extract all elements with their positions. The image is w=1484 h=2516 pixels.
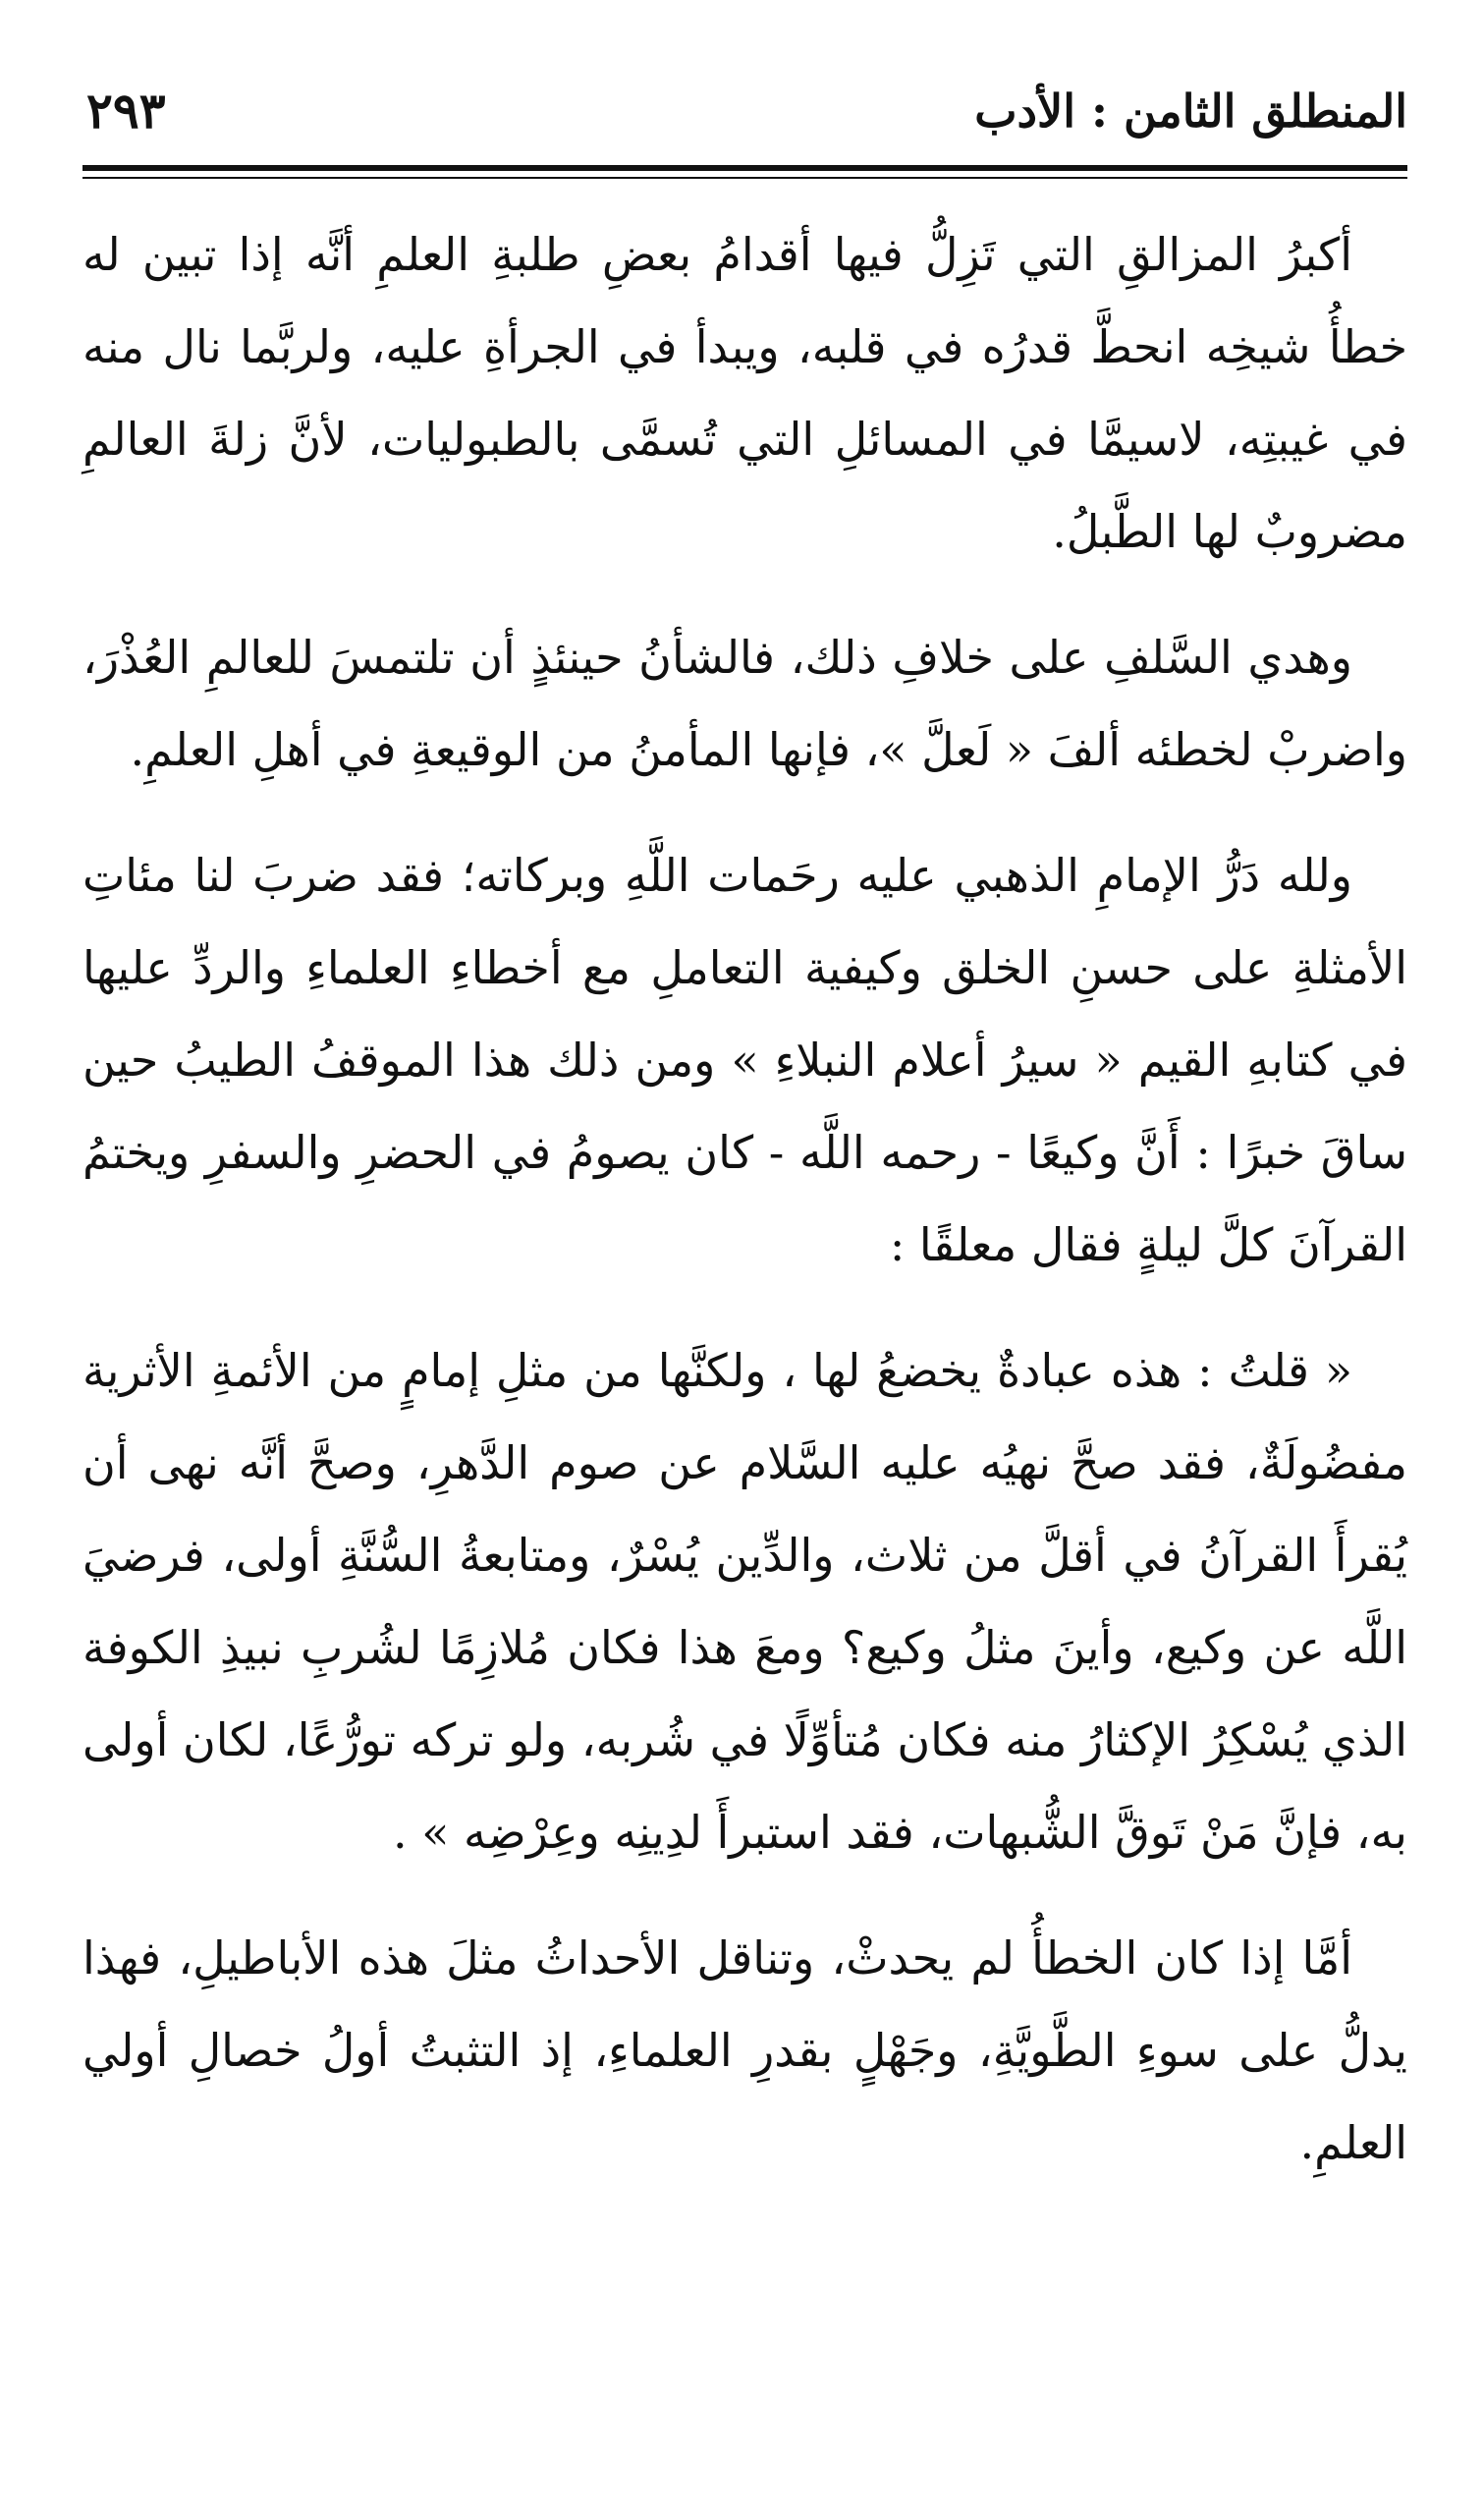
- paragraph-1: أكبرُ المزالقِ التي تَزِلُّ فيها أقدامُ بعضِ طلبةِ العلمِ أنَّه إذا تبين له خطأُ شيخِه انحطَّ قدرُه في قلبه، ويبدأ في الجرأةِ عليه، ولربَّما نال منه في غيبتِه، لاسيمَّا في المسائلِ التي تُسمَّى بالطبوليات، لأنَّ زلةَ العالمِ مضروبٌ لها الطَّبلُ.: [82, 228, 1407, 558]
- paragraph-3: ولله دَرُّ الإمامِ الذهبي عليه رحَمات اللَّهِ وبركاته؛ فقد ضربَ لنا مئاتِ الأمثلةِ على حسنِ الخلق وكيفية التعاملِ مع أخطاءِ العلماءِ والردِّ عليها في كتابهِ القيم « سيرُ أعلام النبلاءِ » ومن ذلك هذا الموقفُ الطيبُ حين ساقَ خبرًا : أَنَّ وكيعًا - رحمه اللَّه - كان يصومُ في الحضرِ والسفرِ ويختمُ القرآنَ كلَّ ليلةٍ فقال معلقًا :: [82, 849, 1407, 1271]
- page-number: ٢٩٣: [86, 82, 166, 140]
- paragraph-5: أمَّا إذا كان الخطأُ لم يحدثْ، وتناقل الأحداثُ مثلَ هذه الأباطيلِ، فهذا يدلُّ على سوءِ الطَّويَّةِ، وجَهْلٍ بقدرِ العلماءِ، إذ التثبتُ أولُ خصالِ أولي العلمِ.: [82, 1931, 1407, 2169]
- header-rule-thick: [82, 165, 1407, 171]
- paragraph-2: وهدي السَّلفِ على خلافِ ذلك، فالشأنُ حينئذٍ أن تلتمسَ للعالمِ العُذْرَ، واضربْ لخطئه ألفَ « لَعلَّ »، فإنها المأمنُ من الوقيعةِ في أهلِ العلمِ.: [82, 631, 1407, 776]
- body-text: [82, 208, 1407, 2189]
- running-header: [86, 77, 1407, 145]
- paragraph-4-quotation: « قلتُ : هذه عبادةٌ يخضعُ لها ، ولكنَّها من مثلِ إمامٍ من الأئمةِ الأثرية مفضُولَةٌ، فقد صحَّ نهيُه عليه السَّلام عن صوم الدَّهرِ، وصحَّ أنَّه نهى أن يُقرأَ القرآنُ في أقلَّ من ثلاث، والدِّين يُسْرٌ، ومتابعةُ السُّنَّةِ أولى، فرضيَ اللَّه عن وكيع، وأينَ مثلُ وكيع؟ ومعَ هذا فكان مُلازِمًا لشُربِ نبيذِ الكوفة الذي يُسْكِرُ الإكثارُ منه فكان مُتأوِّلًا في شُربه، ولو تركه تورُّعًا، لكان أولى به، فإنَّ مَنْ تَوقَّ الشُّبهات، فقد استبرأَ لدِينِه وعِرْضِه » .: [82, 1344, 1407, 1859]
- header-rule-thin: [82, 177, 1407, 179]
- chapter-title: المنطلق الثامن : الأدب: [974, 84, 1407, 138]
